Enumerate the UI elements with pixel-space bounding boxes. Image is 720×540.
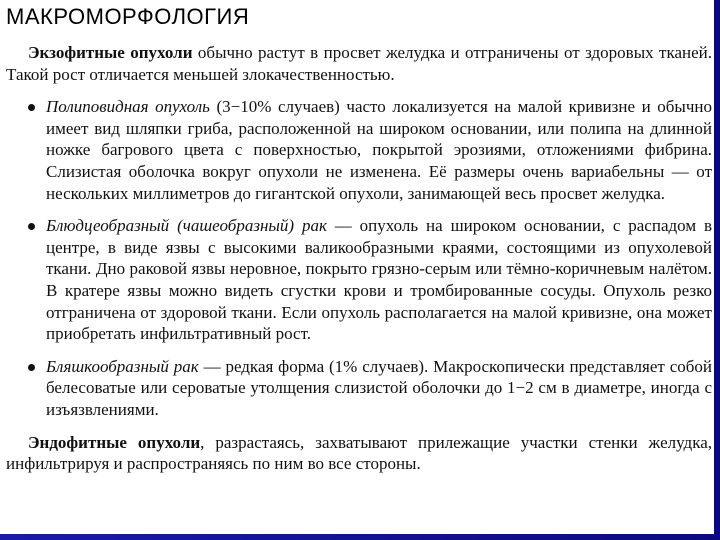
paragraph-exophytic-text: обычно растут в просвет желудка и отграничены от здоровых тканей. Такой рост отличается меньшей злокачественностью. — [6, 43, 712, 84]
term-saucer: Блюдцеобразный (чашеобразный) рак — [46, 216, 327, 236]
slide-side-bar — [714, 0, 720, 540]
bullet-icon — [28, 104, 35, 111]
bullet-icon — [28, 364, 35, 371]
bullet-item-polypoid — [6, 96, 712, 204]
slide-bottom-bar — [0, 534, 720, 540]
slide-content — [6, 42, 712, 475]
bullet-item-plaque — [6, 356, 712, 421]
paragraph-endophytic-text: , разрастаясь, захватывают прилежащие участки стенки желудка, инфильтрируя и распространяясь по ним во все стороны. — [6, 432, 712, 474]
paragraph-endophytic — [6, 432, 712, 475]
bullet-saucer-text: — опухоль на широком основании, с распадом в центре, в виде язвы с высокими валикообразными краями, состоящими из опухолевой ткани. Дно раковой язвы неровное, покрыто грязно-серым или тёмно-коричневым налётом. В кратере язвы можно видеть сгустки крови и тромбированные сосуды. Опухоль резко отграничена от здоровой ткани. Если опухоль располагается на малой кривизне, она может приобретать инфильтративный рост. — [46, 216, 712, 344]
term-polypoid: Полиповидная опухоль — [46, 97, 210, 117]
term-endophytic: Эндофитные опухоли — [28, 432, 201, 452]
bullet-item-saucer — [6, 215, 712, 345]
bullet-icon — [28, 223, 35, 230]
term-exophytic: Экзофитные опухоли — [28, 43, 193, 62]
paragraph-exophytic — [6, 42, 712, 85]
bullet-plaque-text: — редкая форма (1% случаев). Макроскопически представляет собой белесоватые или сероватые утолщения слизистой оболочки до 1−2 см в диаметре, иногда с изъязвлениями. — [46, 356, 712, 419]
slide-title: МАКРОМОРФОЛОГИЯ — [6, 4, 250, 29]
term-plaque: Бляшкообразный рак — [46, 356, 199, 376]
bullet-polypoid-text: (3−10% случаев) часто локализуется на малой кривизне и обычно имеет вид шляпки гриба, расположенной на широком основании, или полипа на длинной ножке багрового цвета с поверхностью, покрытой эрозиями, отложениями фибрина. Слизистая оболочка вокруг опухоли не изменена. Её размеры очень вариабельны — от нескольких миллиметров до гигантской опухоли, занимающей весь просвет желудка. — [46, 97, 713, 203]
